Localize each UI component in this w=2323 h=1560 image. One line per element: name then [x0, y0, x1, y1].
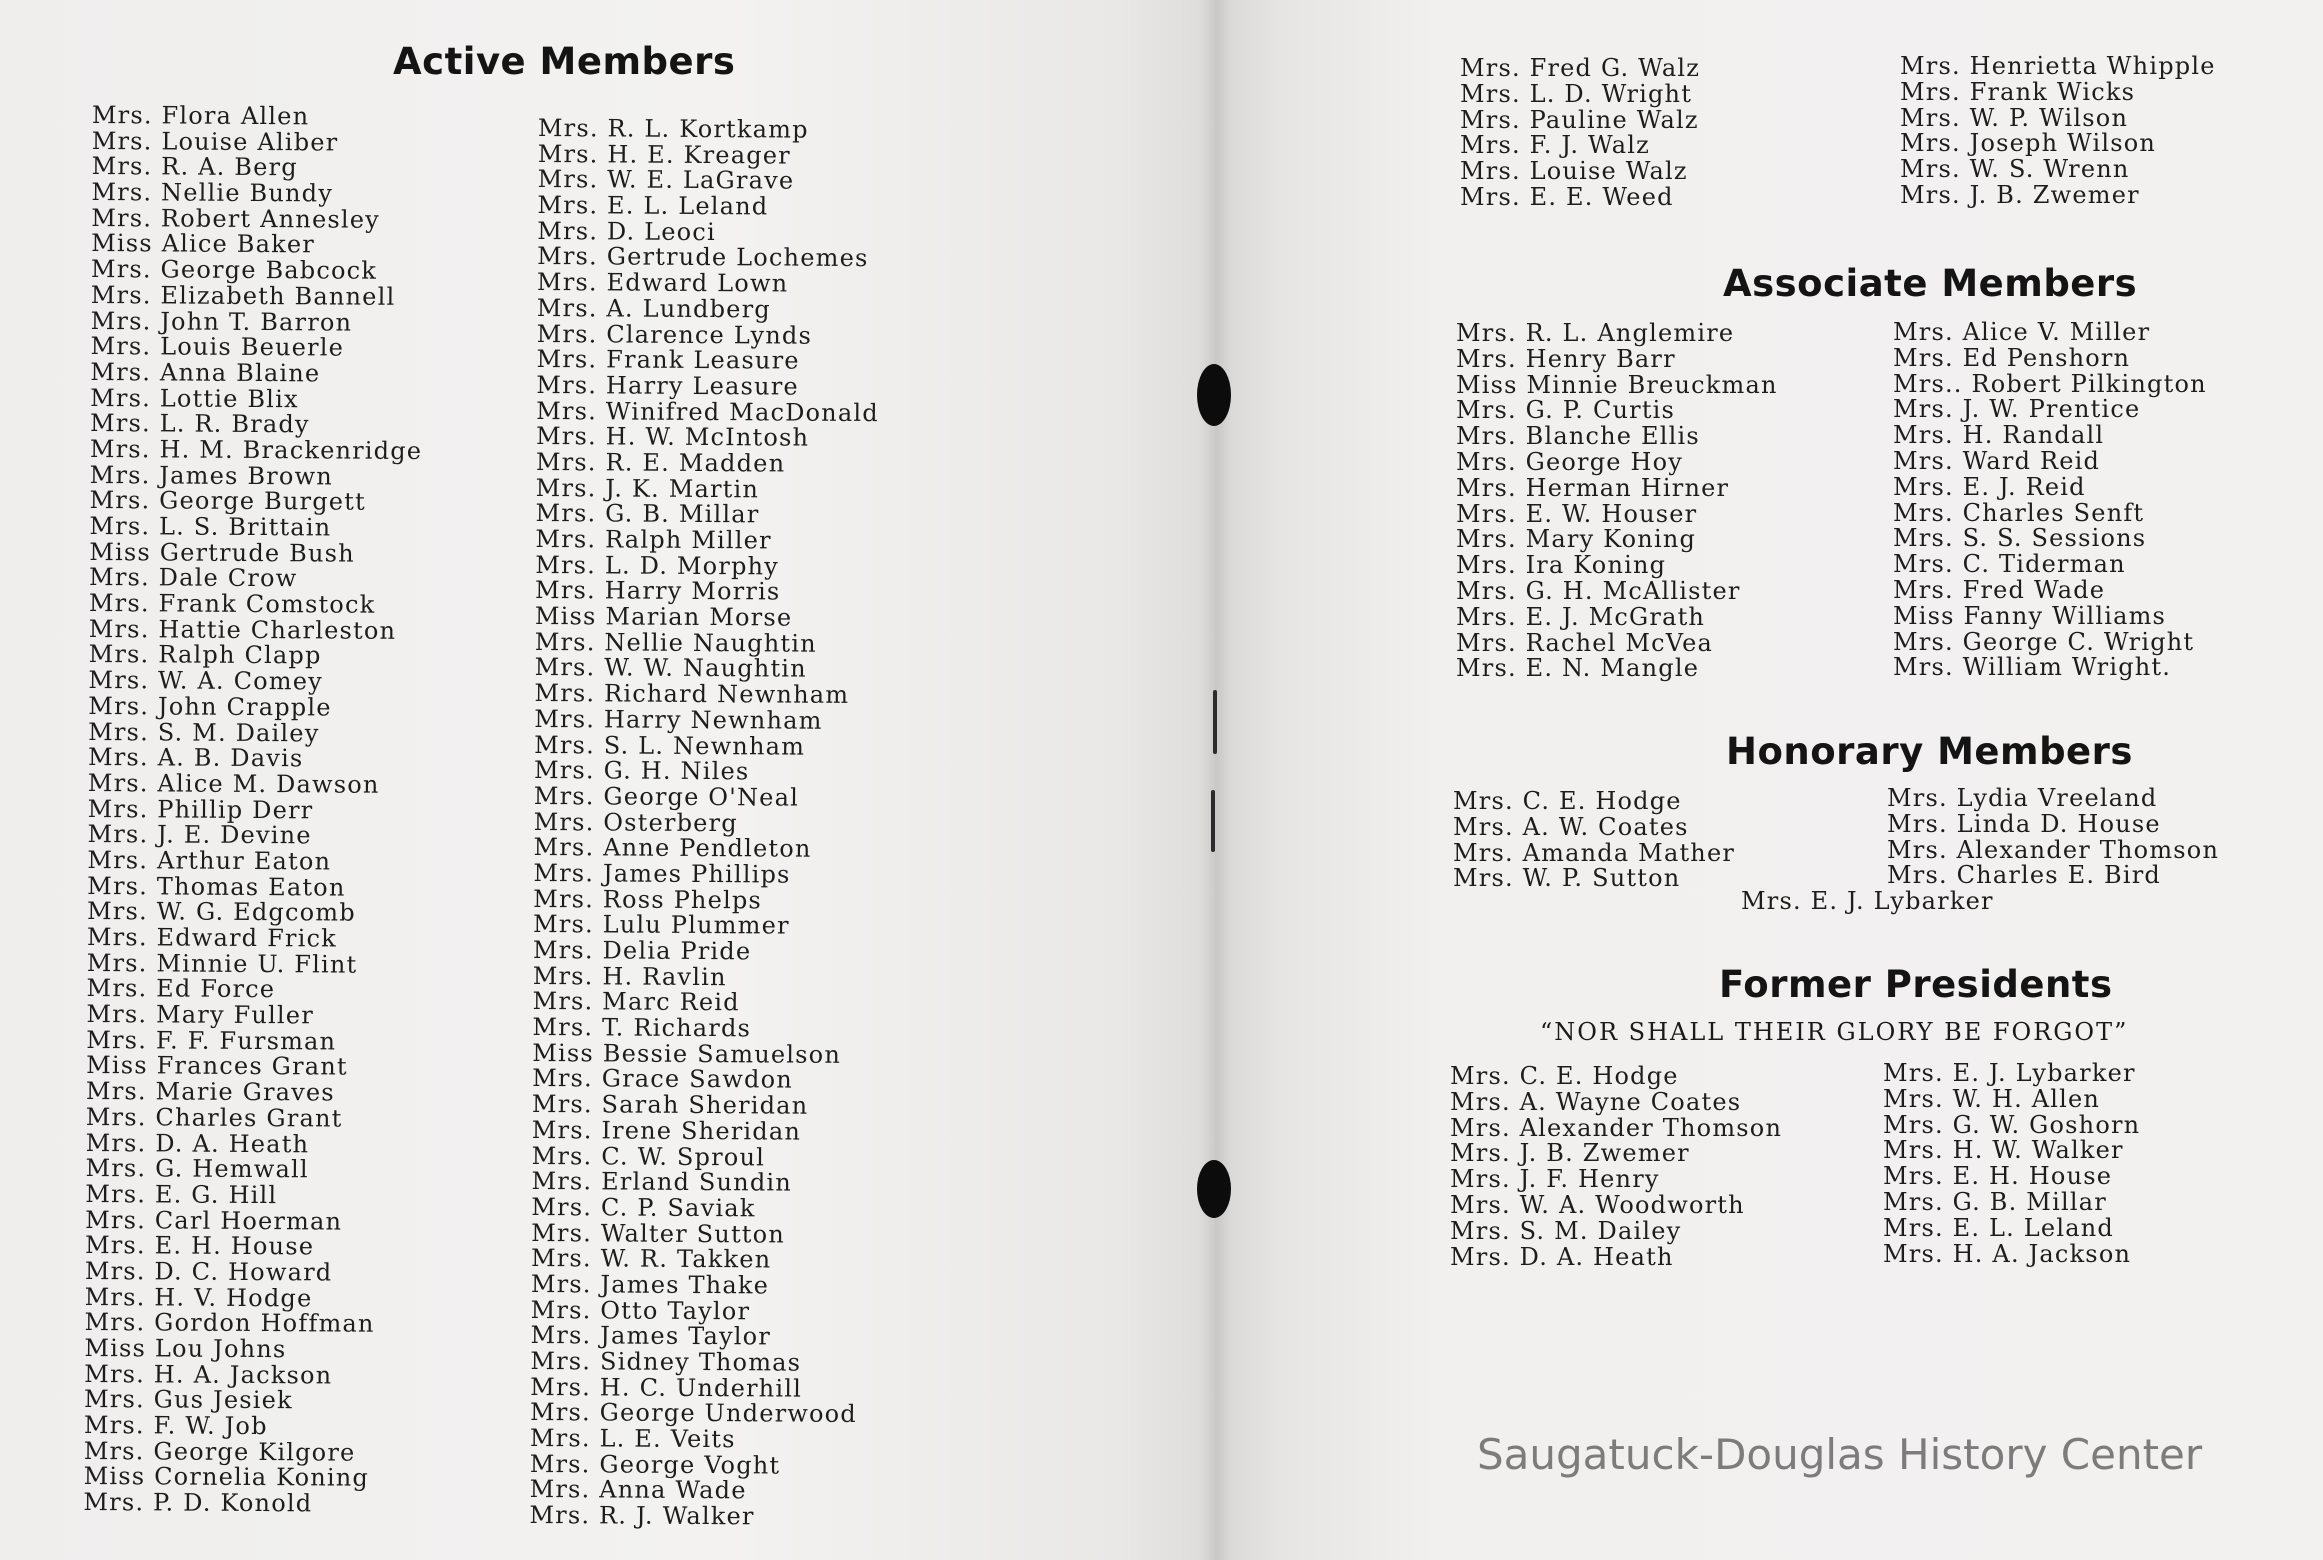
member-name: Miss Frances Grant: [86, 1051, 348, 1082]
member-name: Mrs. E. L. Leland: [1883, 1213, 2114, 1242]
member-name: Mrs. Marie Graves: [85, 1077, 335, 1107]
member-name: Mrs. S. M. Dailey: [1450, 1216, 1682, 1245]
member-name: Mrs. Alexander Thomson: [1887, 835, 2220, 864]
member-name: Mrs. E. H. House: [1883, 1162, 2113, 1191]
member-name: Mrs. J. B. Zwemer: [1450, 1139, 1690, 1168]
member-name: Mrs. Ward Reid: [1893, 446, 2101, 475]
member-name: Mrs. S. M. Dailey: [88, 717, 320, 747]
member-name: Mrs. E. L. Leland: [537, 191, 769, 221]
member-name: Mrs. C. E. Hodge: [1453, 787, 1682, 815]
member-name: Mrs. Gertrude Lochemes: [537, 242, 869, 273]
member-name: Mrs. L. R. Brady: [89, 409, 310, 439]
member-name: Mrs. Mary Koning: [1456, 525, 1697, 554]
associate-members-column-1: [1456, 321, 1778, 682]
member-name: Mrs. E. E. Weed: [1460, 182, 1674, 211]
member-name: Miss Minnie Breuckman: [1456, 370, 1778, 399]
member-name: Mrs. John T. Barron: [90, 306, 353, 337]
member-name: Mrs. Ed Penshorn: [1893, 343, 2131, 372]
member-name: Mrs. W. R. Takken: [530, 1244, 772, 1274]
member-name: Miss Lou Johns: [84, 1333, 287, 1364]
member-name: Mrs. Frank Comstock: [88, 589, 376, 619]
member-name: Mrs. A. Lundberg: [536, 293, 771, 324]
member-name: Mrs. Louise Aliber: [91, 126, 339, 157]
member-name: Mrs. Ira Koning: [1456, 551, 1667, 580]
member-name: Mrs. R. L. Kortkamp: [537, 114, 809, 144]
member-name: Mrs. George Hoy: [1456, 447, 1684, 476]
member-name: Mrs. Anne Pendleton: [533, 833, 812, 863]
member-name: Mrs. D. C. Howard: [84, 1256, 333, 1287]
member-name: Mrs. E. G. Hill: [85, 1179, 278, 1210]
member-name: Mrs. Hattie Charleston: [88, 614, 397, 645]
member-name: Mrs. Edward Lown: [536, 268, 789, 298]
member-name: Mrs. L. E. Veits: [529, 1424, 736, 1454]
member-name: Mrs. E. J. McGrath: [1456, 602, 1706, 631]
member-name: Mrs. D. A. Heath: [1450, 1242, 1674, 1271]
former-presidents-motto: “NOR SHALL THEIR GLORY BE FORGOT”: [1540, 1018, 2129, 1046]
member-name: Mrs. S. S. Sessions: [1893, 524, 2147, 553]
member-name: Mrs. R. E. Madden: [535, 447, 786, 478]
member-name: Mrs. Gordon Hoffman: [84, 1308, 375, 1339]
member-name: Mrs. E. J. Lybarker: [1883, 1059, 2136, 1087]
member-name: Mrs. Alexander Thomson: [1450, 1113, 1783, 1142]
honorary-members-column-1: [1453, 789, 1735, 892]
history-center-watermark: Saugatuck-Douglas History Center: [1477, 1430, 2203, 1479]
honorary-members-column-2: [1887, 786, 2219, 889]
member-name: Mrs. Walter Sutton: [531, 1218, 786, 1249]
member-name: Mrs. D. Leoci: [537, 216, 716, 246]
member-name: Mrs. Carl Hoerman: [85, 1205, 343, 1236]
member-name: Mrs. A. W. Coates: [1453, 812, 1689, 841]
member-name: Mrs. F. J. Walz: [1460, 131, 1651, 160]
associate-members-heading: Associate Members: [1723, 262, 2138, 305]
member-name: Mrs. Alice M. Dawson: [87, 768, 380, 799]
member-name: Mrs. H. Randall: [1893, 421, 2105, 450]
active-members-continued-column-2: [1900, 54, 2216, 209]
member-name: Mrs. George Babcock: [90, 255, 378, 285]
member-name: Mrs. F. F. Fursman: [86, 1025, 337, 1056]
former-presidents-column-2: [1883, 1061, 2140, 1267]
member-name: Mrs. G. B. Millar: [1883, 1187, 2107, 1216]
member-name: Mrs. Arthur Eaton: [87, 845, 332, 876]
member-name: Mrs. George Voght: [529, 1449, 781, 1480]
honorary-member-centered: Mrs. E. J. Lybarker: [1741, 887, 1994, 915]
active-members-column-1: [83, 103, 424, 1518]
member-name: Miss Alice Baker: [91, 229, 316, 259]
member-name: Mrs. Osterberg: [533, 807, 738, 837]
member-name: Mrs. Irene Sheridan: [531, 1115, 802, 1146]
active-members-continued-column-1: [1460, 56, 1700, 211]
active-members-column-2: [529, 116, 880, 1531]
member-name: Mrs. H. C. Underhill: [530, 1372, 803, 1403]
associate-members-column-2: [1893, 320, 2207, 681]
member-name: Mrs. J. B. Zwemer: [1900, 180, 2140, 209]
member-name: Mrs. Gus Jesiek: [83, 1385, 293, 1415]
member-name: Mrs. W. G. Edgcomb: [86, 897, 356, 927]
member-name: Mrs. James Thake: [530, 1269, 770, 1300]
member-name: Mrs. L. S. Brittain: [89, 511, 332, 542]
member-name: Mrs. Anna Blaine: [90, 357, 321, 388]
member-name: Mrs. A. B. Davis: [87, 743, 304, 773]
member-name: Mrs. A. Wayne Coates: [1450, 1087, 1742, 1116]
member-name: Mrs. Harry Leasure: [536, 370, 799, 401]
member-name: Mrs. C. Tiderman: [1893, 550, 2126, 579]
member-name: Mrs. E. N. Mangle: [1456, 654, 1700, 683]
member-name: Mrs. Frank Leasure: [536, 345, 800, 375]
member-name: Mrs. George C. Wright: [1893, 627, 2195, 656]
member-name: Mrs. Harry Newnham: [534, 704, 823, 735]
member-name: Mrs. Lydia Vreeland: [1887, 784, 2158, 812]
member-name: Mrs. H. A. Jackson: [84, 1359, 333, 1390]
member-name: Mrs. W. P. Sutton: [1453, 864, 1681, 893]
member-name: Mrs. H. M. Brackenridge: [89, 434, 423, 465]
binding-hole-bottom: [1197, 1160, 1231, 1218]
member-name: Mrs. Sarah Sheridan: [531, 1090, 809, 1120]
member-name: Mrs. Lottie Blix: [90, 383, 299, 413]
member-name: Mrs. James Phillips: [533, 858, 791, 889]
member-name: Mrs. C. E. Hodge: [1450, 1062, 1679, 1090]
member-name: Mrs. W. W. Naughtin: [534, 653, 807, 684]
member-name: Mrs. Thomas Eaton: [87, 871, 346, 902]
member-name: Mrs. Delia Pride: [532, 935, 752, 966]
member-name: Mrs. Elizabeth Bannell: [90, 280, 396, 311]
member-name: Miss Bessie Samuelson: [532, 1038, 842, 1069]
member-name: Mrs. Clarence Lynds: [536, 319, 813, 350]
member-name: Mrs. E. W. Houser: [1456, 499, 1698, 528]
member-name: Mrs. Grace Sawdon: [532, 1064, 794, 1095]
member-name: Mrs. W. S. Wrenn: [1900, 155, 2130, 184]
member-name: Mrs. Phillip Derr: [87, 794, 314, 824]
active-members-heading: Active Members: [393, 40, 736, 83]
member-name: Mrs. J. E. Devine: [87, 820, 312, 850]
member-name: Mrs. G. Hemwall: [85, 1154, 309, 1184]
member-name: Mrs. Linda D. House: [1887, 809, 2161, 838]
member-name: Mrs. C. P. Saviak: [531, 1192, 756, 1223]
member-name: Mrs. Nellie Naughtin: [534, 627, 817, 658]
member-name: Mrs. T. Richards: [532, 1013, 752, 1043]
member-name: Mrs. Ralph Miller: [535, 524, 772, 555]
member-name: Mrs. F. W. Job: [83, 1411, 268, 1441]
member-name: Mrs. James Brown: [89, 460, 334, 491]
member-name: Mrs. C. W. Sproul: [531, 1141, 766, 1171]
member-name: Mrs. Richard Newnham: [534, 679, 850, 710]
member-name: Mrs. Dale Crow: [89, 563, 298, 593]
member-name: Mrs. H. Ravlin: [532, 961, 727, 991]
member-name: Mrs. W. P. Wilson: [1900, 103, 2129, 132]
member-name: Mrs. L. D. Wright: [1460, 79, 1693, 108]
member-name: Mrs. Rachel McVea: [1456, 628, 1714, 657]
member-name: Mrs. Sidney Thomas: [530, 1346, 802, 1377]
member-name: Mrs. Flora Allen: [91, 101, 310, 131]
member-name: Mrs. Herman Hirner: [1456, 473, 1730, 502]
member-name: Mrs. William Wright.: [1893, 653, 2172, 682]
member-name: Mrs. Robert Annesley: [91, 203, 381, 234]
member-name: Mrs.. Robert Pilkington: [1893, 369, 2207, 398]
member-name: Mrs. George Kilgore: [83, 1436, 356, 1467]
member-name: Miss Marian Morse: [534, 602, 793, 632]
member-name: Mrs. Henry Barr: [1456, 344, 1676, 373]
honorary-members-heading: Honorary Members: [1726, 730, 2133, 773]
member-name: Mrs. J. K. Martin: [535, 473, 760, 503]
member-name: Mrs. Ed Force: [86, 974, 276, 1004]
member-name: Mrs. R. L. Anglemire: [1456, 319, 1735, 347]
member-name: Mrs. Ross Phelps: [533, 884, 763, 915]
member-name: Mrs. E. J. Reid: [1893, 472, 2086, 501]
member-name: Mrs. Lulu Plummer: [532, 910, 790, 940]
member-name: Miss Cornelia Koning: [83, 1462, 370, 1493]
member-name: Mrs. Louis Beuerle: [90, 332, 345, 362]
member-name: Mrs. Henrietta Whipple: [1900, 52, 2216, 80]
member-name: Mrs. D. A. Heath: [85, 1128, 310, 1158]
member-name: Mrs. Edward Frick: [86, 922, 338, 953]
member-name: Mrs. W. E. LaGrave: [537, 165, 795, 195]
member-name: Mrs. Harry Morris: [535, 576, 781, 606]
member-name: Mrs. H. E. Kreager: [537, 139, 791, 170]
member-name: Mrs. Fred G. Walz: [1460, 54, 1701, 82]
member-name: Mrs. W. A. Woodworth: [1450, 1190, 1745, 1219]
member-name: Mrs. R. J. Walker: [529, 1501, 755, 1531]
member-name: Mrs. L. D. Morphy: [535, 550, 780, 581]
member-name: Mrs. Charles Grant: [85, 1102, 343, 1133]
member-name: Mrs. Anna Wade: [529, 1475, 747, 1505]
member-name: Mrs. G. H. Niles: [533, 756, 750, 786]
member-name: Mrs. George Underwood: [529, 1398, 858, 1429]
member-name: Mrs. George O'Neal: [533, 781, 800, 812]
member-name: Mrs. Blanche Ellis: [1456, 422, 1700, 451]
member-name: Mrs. H. A. Jackson: [1883, 1239, 2132, 1268]
member-name: Mrs. Charles Senft: [1893, 498, 2145, 527]
member-name: Mrs. J. W. Prentice: [1893, 395, 2141, 424]
member-name: Mrs. H. V. Hodge: [84, 1282, 313, 1312]
member-name: Mrs. John Crapple: [88, 691, 332, 722]
member-name: Mrs. W. A. Comey: [88, 666, 324, 696]
former-presidents-column-1: [1450, 1064, 1782, 1270]
member-name: Mrs. Joseph Wilson: [1900, 129, 2157, 158]
member-name: Mrs. Marc Reid: [532, 987, 740, 1017]
member-name: Mrs. Nellie Bundy: [91, 178, 334, 208]
member-name: Miss Gertrude Bush: [89, 537, 355, 568]
member-name: Mrs. Pauline Walz: [1460, 105, 1699, 134]
member-name: Mrs. Fred Wade: [1893, 575, 2106, 604]
member-name: Mrs. Alice V. Miller: [1893, 318, 2151, 346]
member-name: Mrs. Otto Taylor: [530, 1295, 751, 1325]
member-name: Mrs. Erland Sundin: [531, 1167, 793, 1197]
staple-mark-upper: [1213, 690, 1217, 754]
member-name: Mrs. George Burgett: [89, 486, 366, 516]
member-name: Mrs. Amanda Mather: [1453, 838, 1736, 867]
member-name: Mrs. P. D. Konold: [83, 1488, 313, 1518]
staple-mark-lower: [1211, 790, 1215, 852]
member-name: Mrs. R. A. Berg: [91, 152, 298, 182]
member-name: Mrs. Ralph Clapp: [88, 640, 322, 670]
member-name: Mrs. Winifred MacDonald: [536, 396, 879, 427]
member-name: Mrs. G. H. McAllister: [1456, 576, 1741, 605]
member-name: Miss Fanny Williams: [1893, 601, 2167, 630]
member-name: Mrs. G. B. Millar: [535, 499, 760, 529]
member-name: Mrs. Minnie U. Flint: [86, 948, 358, 979]
member-name: Mrs. Mary Fuller: [86, 1000, 315, 1030]
member-name: Mrs. James Taylor: [530, 1321, 772, 1351]
former-presidents-heading: Former Presidents: [1719, 963, 2113, 1006]
member-name: Mrs. Frank Wicks: [1900, 77, 2136, 106]
member-name: Mrs. Charles E. Bird: [1887, 861, 2161, 890]
booklet-spine: [1198, 0, 1232, 1560]
member-name: Mrs. W. H. Allen: [1883, 1084, 2101, 1113]
right-page: [1215, 0, 2323, 1560]
member-name: Mrs. G. P. Curtis: [1456, 396, 1676, 425]
member-name: Mrs. J. F. Henry: [1450, 1165, 1660, 1194]
binding-hole-top: [1197, 364, 1231, 426]
member-name: Mrs. G. W. Goshorn: [1883, 1110, 2141, 1139]
member-name: Mrs. Louise Walz: [1460, 157, 1688, 186]
member-name: Mrs. E. H. House: [84, 1231, 315, 1261]
member-name: Mrs. S. L. Newnham: [534, 730, 806, 761]
member-name: Mrs. H. W. McIntosh: [535, 422, 810, 452]
member-name: Mrs. H. W. Walker: [1883, 1136, 2124, 1165]
